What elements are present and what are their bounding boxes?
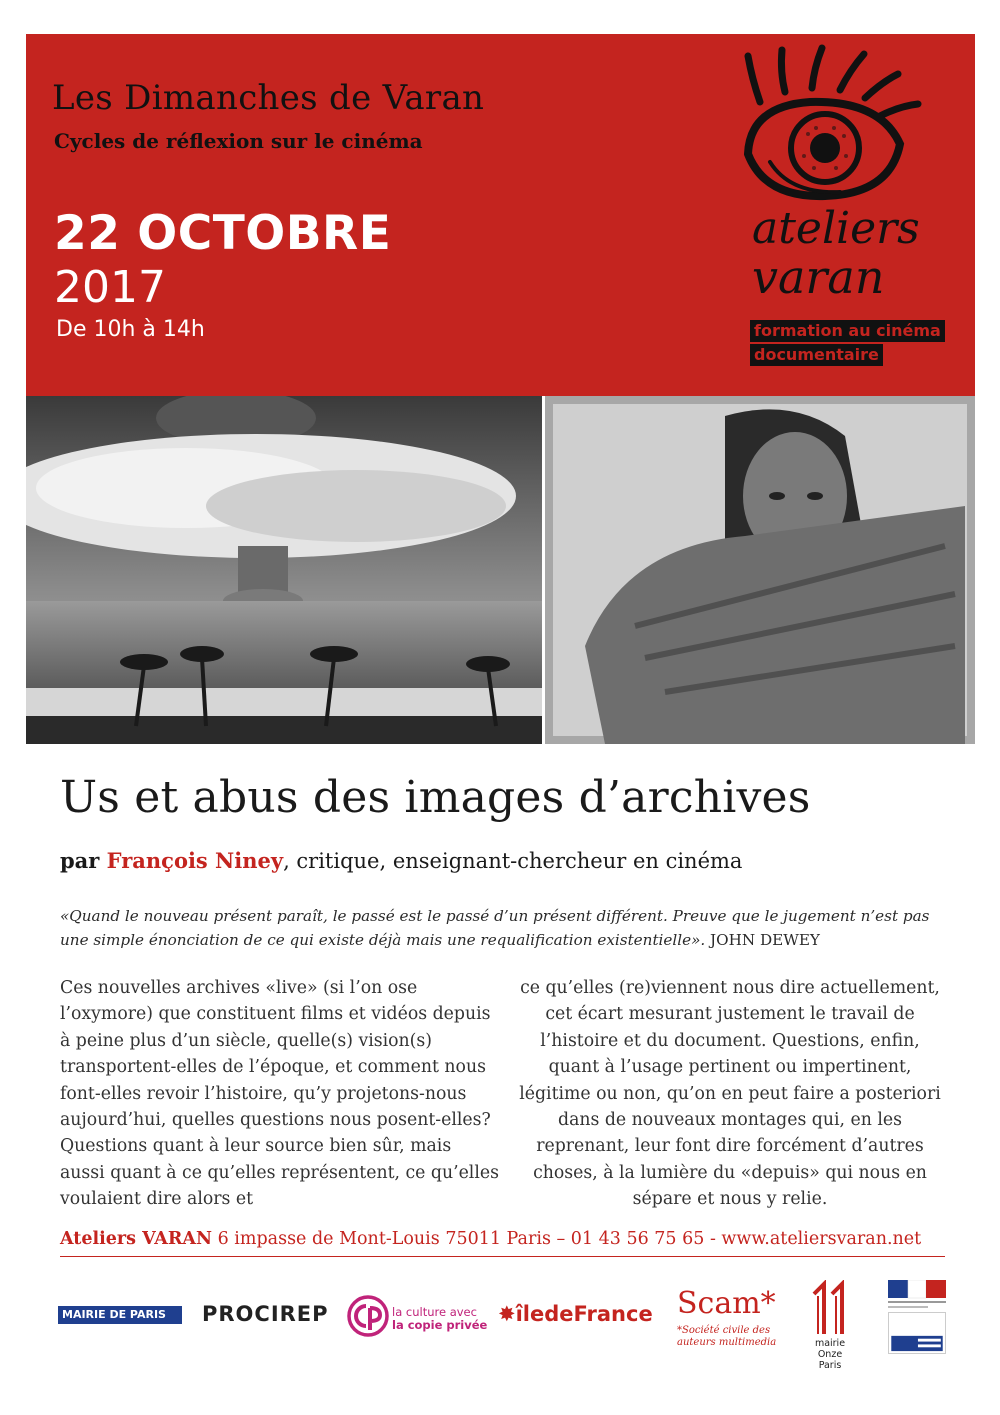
sponsor-scam: Scam* <box>677 1286 776 1321</box>
org-name: Ateliers VARAN <box>60 1229 212 1249</box>
event-hours: De 10h à 14h <box>56 317 205 342</box>
ministere-culture-logo-icon <box>888 1312 946 1354</box>
idf-label: îledeFrance <box>515 1302 653 1326</box>
scam-subtitle: *Société civile des auteurs multimedia <box>677 1325 777 1348</box>
byline <box>60 848 742 873</box>
byline-prefix: par <box>60 848 107 873</box>
contact-address <box>60 1229 921 1249</box>
quote-text: «Quand le nouveau présent paraît, le passé est le passé d’un présent différent. Preuve que le jugement n’est pas une simple énonciation de ce qui existe déjà mais une requalification existentielle». <box>60 907 930 949</box>
footer-divider <box>60 1256 945 1257</box>
logo-tagline-1: formation au cinéma <box>750 320 945 342</box>
sponsor-procirep: PROCIREP <box>202 1302 329 1326</box>
body-column-left: Ces nouvelles archives «live» (si l’on ose l’oxymore) que constituent films et vidéos depuis à peine plus d’un siècle, quelle(s) vision(s) transportent-elles de l’époque, et comment nous font-elles revoir l’histoire, qu’y projetons-nous aujourd’hui, quelles questions nous posent-elles? Questions quant à leur source bien sûr, mais aussi quant à ce qu’elles représentent, ce qu’elles voulaient dire alors et <box>60 978 499 1210</box>
event-year: 2017 <box>54 262 166 313</box>
copie-line-2: la copie privée <box>392 1318 488 1332</box>
logo-word-ateliers: ateliers <box>752 203 920 254</box>
copie-line-1: la culture avec <box>392 1305 477 1319</box>
address-text: 6 impasse de Mont-Louis 75011 Paris – 01 43 56 75 65 - www.ateliersvaran.net <box>212 1229 922 1249</box>
hand-covering-face-photo <box>545 396 975 744</box>
star-icon: ✸ <box>498 1302 516 1326</box>
quote-author: JOHN DEWEY <box>705 931 820 949</box>
republique-francaise-logo-icon <box>888 1280 946 1310</box>
mairie-onze-logo-icon <box>808 1280 852 1336</box>
logo-word-varan: varan <box>752 250 885 304</box>
eye-logo-icon <box>730 44 930 214</box>
article-title: Us et abus des images d’archives <box>60 772 811 823</box>
event-date: 22 OCTOBRE <box>54 206 392 261</box>
speaker-name: François Niney <box>106 848 284 873</box>
byline-suffix: , critique, enseignant-chercheur en cinéma <box>283 849 743 873</box>
copie-privee-logo-icon <box>346 1294 390 1338</box>
body-column-right: ce qu’elles (re)viennent nous dire actuellement, cet écart mesurant justement le travail de l’histoire et du document. Questions, enfin, quant à l’usage pertinent ou impertinent, légitime ou non, qu’on en peut faire a posteriori dans de nouveaux montages qui, en les reprenant, leur font dire forcément d’autres choses, à la lumière du «depuis» qui nous en sépare et nous y relie. <box>519 978 941 1210</box>
sponsor-mairie-de-paris: MAIRIE DE PARIS <box>58 1306 182 1324</box>
sponsor-mairie-onze: mairie Onze Paris <box>814 1338 846 1371</box>
series-title: Les Dimanches de Varan <box>52 78 485 118</box>
sponsor-copie-privee <box>392 1306 487 1332</box>
mushroom-cloud-photo <box>26 396 542 744</box>
series-subtitle: Cycles de réflexion sur le cinéma <box>54 129 423 153</box>
logo-tagline-2: documentaire <box>750 344 883 366</box>
epigraph-quote <box>60 904 950 952</box>
sponsor-ile-de-france <box>498 1302 653 1326</box>
